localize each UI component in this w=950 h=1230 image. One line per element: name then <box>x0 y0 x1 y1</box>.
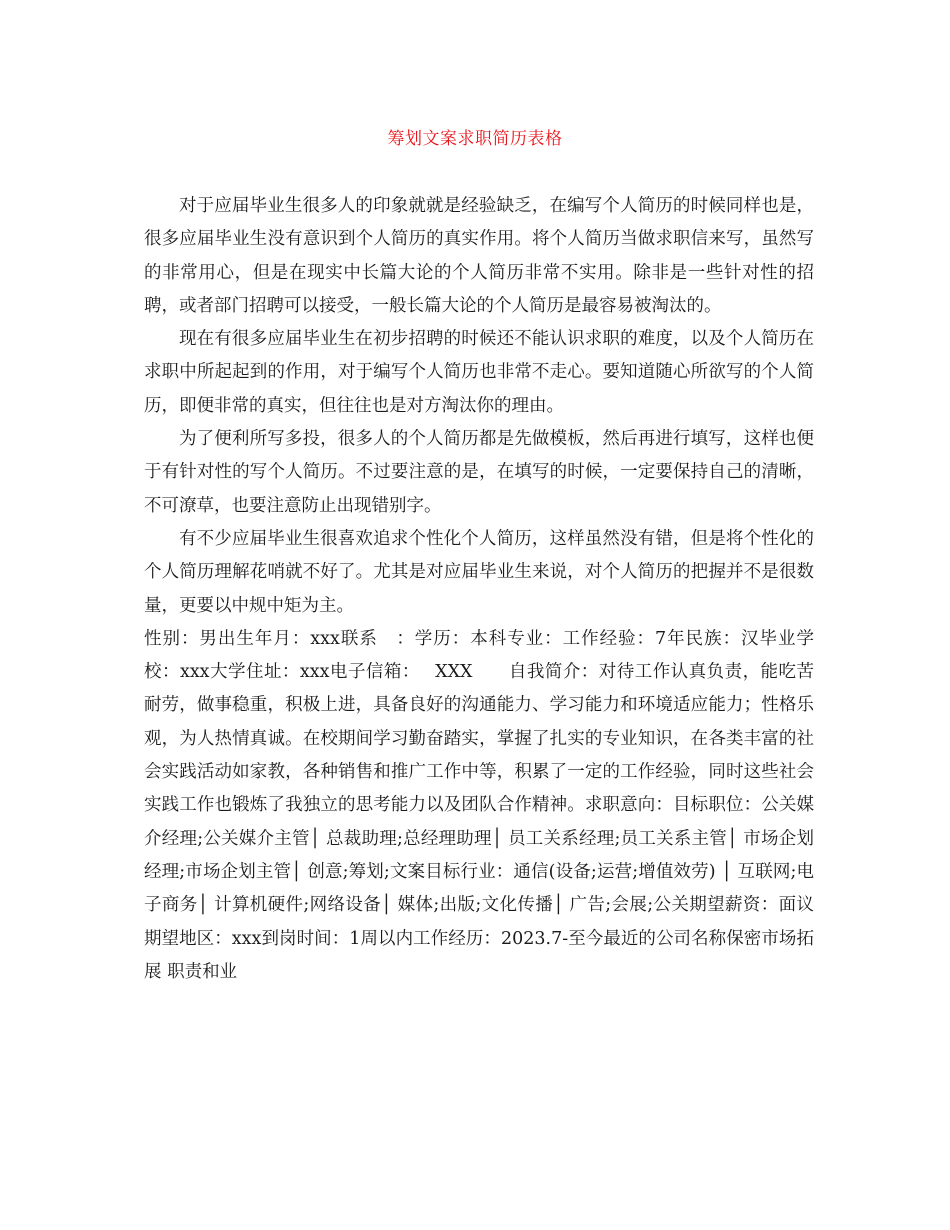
paragraph-3: 为了便利所写多投，很多人的个人简历都是先做模板，然后再进行填写，这样也便于有针对性的写个人简历。不过要注意的是，在填写的时候，一定要保持自己的清晰，不可潦草，也要注意防止出现错别字。 <box>144 429 814 516</box>
paragraph-1: 对于应届毕业生很多人的印象就就是经验缺乏，在编写个人简历的时候同样也是，很多应届毕业生没有意识到个人简历的真实作用。将个人简历当做求职信来写，虽然写的非常用心，但是在现实中长篇大论的个人简历非常不实用。除非是一些针对性的招聘，或者部门招聘可以接受，一般长篇大论的个人简历是最容易被淘汰的。 <box>144 196 814 316</box>
document-body <box>144 190 814 989</box>
paragraph-2: 现在有很多应届毕业生在初步招聘的时候还不能认识求职的难度，以及个人简历在求职中所起起到的作用，对于编写个人简历也非常不走心。要知道随心所欲写的个人简历，即便非常的真实，但往往也是对方淘汰你的理由。 <box>144 329 814 416</box>
paragraph-4: 有不少应届毕业生很喜欢追求个性化个人简历，这样虽然没有错，但是将个性化的个人简历理解花哨就不好了。尤其是对应届毕业生来说，对个人简历的把握并不是很数量，更要以中规中矩为主。 <box>144 528 814 616</box>
document-title: 筹划文案求职简历表格 <box>387 129 563 149</box>
resume-details: 性别：男出生年月：xxx联系 ：学历：本科专业：工作经验：7年民族：汉毕业学校：xxx大学住址：xxx电子信箱： XXX 自我简介：对待工作认真负责，能吃苦耐劳，做事稳重，积极上进，具备良好的沟通能力、学习能力和环境适应能力；性格乐观，为人热情真诚。在校期间学习勤奋踏实，掌握了扎实的专业知识，在各类丰富的社会实践活动如家教，各种销售和推广工作中等，积累了一定的工作经验，同时这些社会实践工作也锻炼了我独立的思考能力以及团队合作精神。求职意向：目标职位：公关媒介经理;公关媒介主管│ 总裁助理;总经理助理│ 员工关系经理;员工关系主管│ 市场企划经理;市场企划主管│ 创意;筹划;文案目标行业：通信(设备;运营;增值效劳) │ 互联网;电子商务│ 计算机硬件;网络设备│ 媒体;出版;文化传播│ 广告;会展;公关期望薪资：面议期望地区：xxx到岗时间：1周以内工作经历：2023.7-至今最近的公司名称保密市场拓展 职责和业 <box>144 628 814 982</box>
